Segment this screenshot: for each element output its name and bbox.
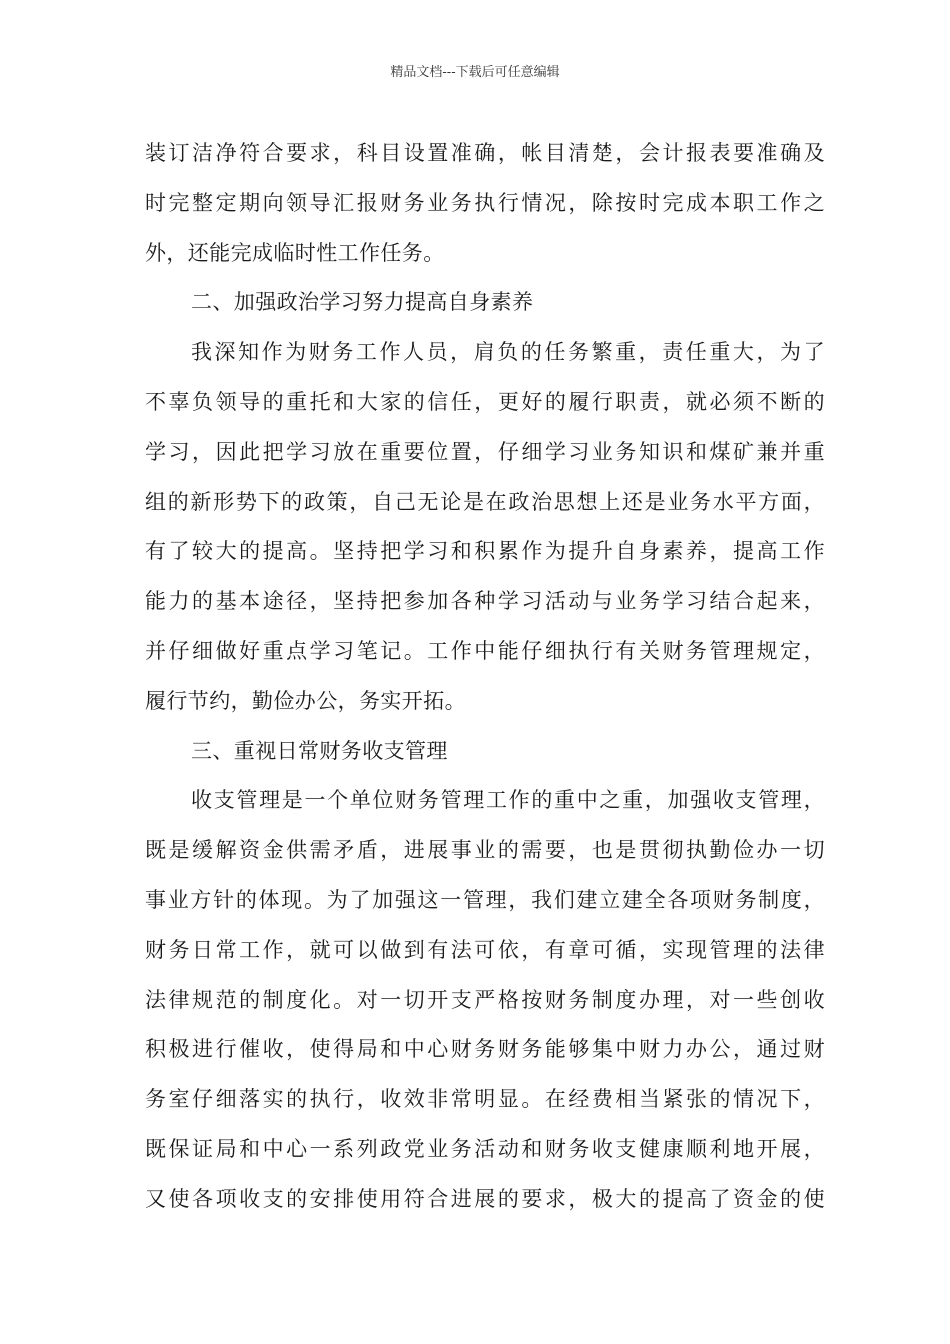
body-line: 既保证局和中心一系列政党业务活动和财务收支健康顺利地开展， (145, 1136, 825, 1161)
paragraph-start-line: 收支管理是一个单位财务管理工作的重中之重，加强收支管理， (191, 788, 825, 813)
body-line: 装订洁净符合要求，科目设置准确，帐目清楚，会计报表要准确及 (145, 141, 825, 165)
body-line: 能力的基本途径，坚持把参加各种学习活动与业务学习结合起来， (145, 589, 825, 614)
page-header: 精品文档---下载后可任意编辑 (390, 65, 560, 80)
body-line: 时完整定期向领导汇报财务业务执行情况，除按时完成本职工作之 (145, 190, 825, 215)
body-line: 又使各项收支的安排使用符合进展的要求，极大的提高了资金的使 (145, 1186, 825, 1211)
body-line: 法律规范的制度化。对一切开支严格按财务制度办理，对一些创收 (145, 987, 825, 1012)
body-line: 并仔细做好重点学习笔记。工作中能仔细执行有关财务管理规定， (145, 638, 825, 663)
document-body (145, 129, 825, 1225)
section-heading-3: 三、重视日常财务收支管理 (191, 738, 448, 763)
body-line: 学习，因此把学习放在重要位置，仔细学习业务知识和煤矿兼并重 (145, 439, 825, 464)
body-line: 财务日常工作，就可以做到有法可依，有章可循，实现管理的法律 (145, 937, 825, 962)
body-line: 事业方针的体现。为了加强这一管理，我们建立建全各项财务制度， (145, 887, 825, 912)
body-line: 不辜负领导的重托和大家的信任，更好的履行职责，就必须不断的 (145, 389, 825, 414)
body-line: 既是缓解资金供需矛盾，进展事业的需要，也是贯彻执勤俭办一切 (145, 838, 825, 863)
body-line: 积极进行催收，使得局和中心财务财务能够集中财力办公，通过财 (145, 1037, 825, 1062)
body-line: 组的新形势下的政策，自己无论是在政治思想上还是业务水平方面， (145, 489, 825, 514)
body-line: 履行节约，勤俭办公，务实开拓。 (145, 688, 466, 713)
section-heading-2: 二、加强政治学习努力提高自身素养 (191, 290, 534, 315)
body-line: 务室仔细落实的执行，收效非常明显。在经费相当紧张的情况下， (145, 1087, 825, 1112)
body-line: 外，还能完成临时性工作任务。 (145, 240, 445, 265)
paragraph-start-line: 我深知作为财务工作人员，肩负的任务繁重，责任重大，为了 (191, 340, 825, 365)
body-line: 有了较大的提高。坚持把学习和积累作为提升自身素养，提高工作 (145, 539, 825, 564)
